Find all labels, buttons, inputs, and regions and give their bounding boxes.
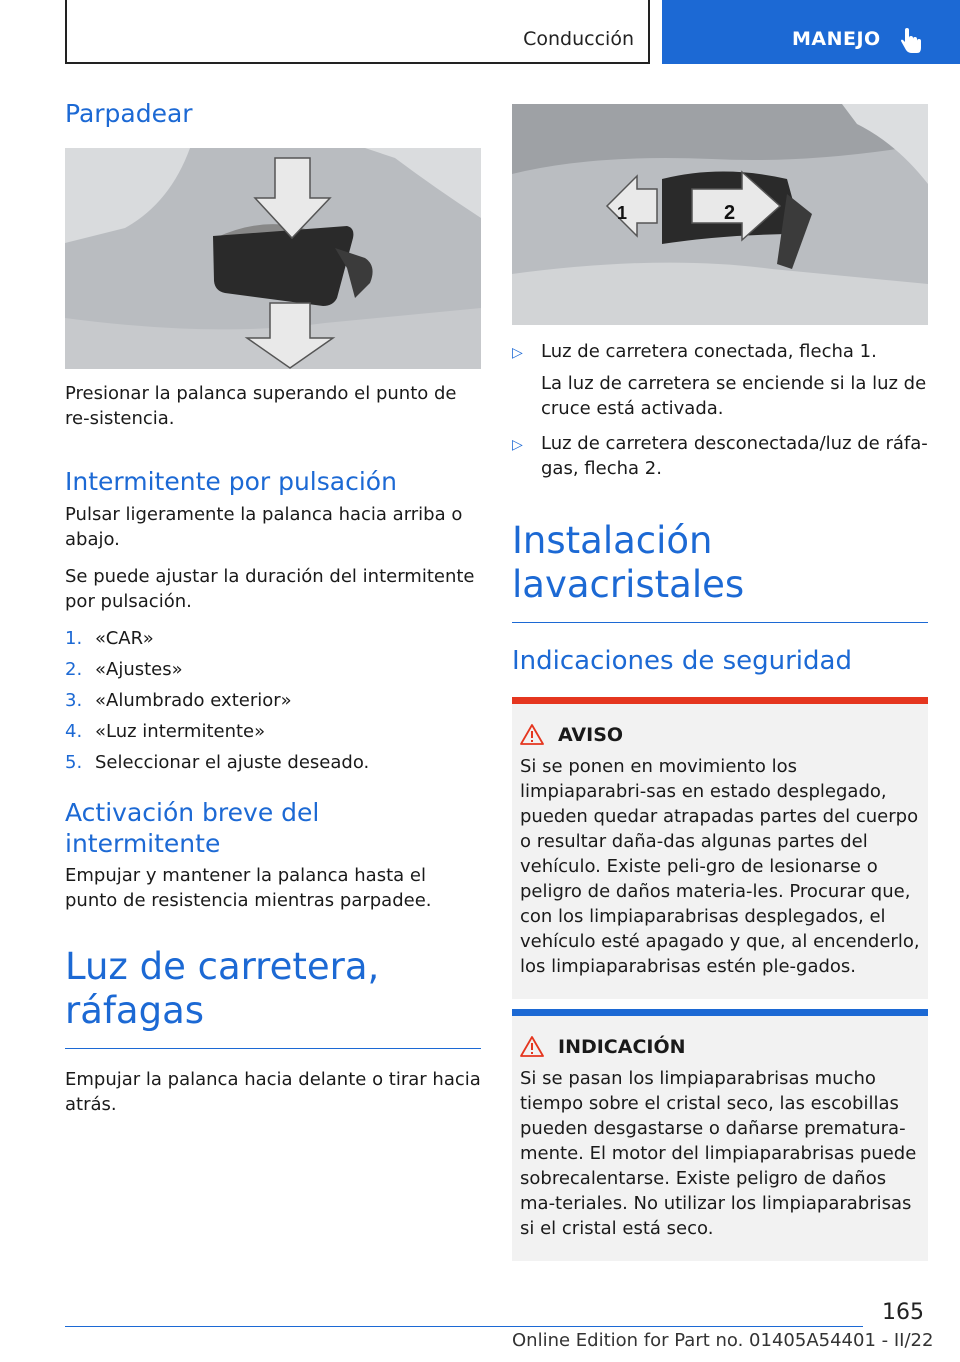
notice-bar [512,1009,928,1016]
step-number: 2. [65,658,83,680]
chapter-tab-label: MANEJO [792,28,881,50]
warning-triangle-icon [520,1036,544,1057]
lever-illustration [65,148,481,369]
notice-text: Si se pasan los limpiaparabrisas mucho tiempo sobre el cristal seco, las escobillas pueden desgastarse o dañarse prematura-mente. El motor del limpiaparabrisas puede sobrecalentarse. Existe peligro de daños ma-teriales. No utilizar los limpiaparabrisas si el cristal está seco. [520,1067,917,1239]
notice-text: Si se ponen en movimiento los limpiaparabri-sas en estado desplegado, pueden quedar atrapadas partes del cuerpo o resultar daña-das algunas partes del vehículo. Existe peli-gro de lesionarse o peligro de daños materia-les. Procurar que, con los limpiaparabrisas desplegados, el vehículo esté apagado y que, al encenderlo, los limpiaparabrisas estén ple-gados. [520,755,920,977]
list-item [65,657,481,682]
bullet-text: Luz de carretera conectada, flecha 1. [541,341,877,362]
heading-activacion: Activación breve del intermitente [65,797,320,858]
step-text: «Ajustes» [95,658,183,680]
hand-pointer-icon [900,28,924,54]
triangle-bullet-icon: ▷ [512,437,523,453]
arrow-label-1: 1 [617,203,628,223]
chapter-tab[interactable] [662,0,960,64]
triangle-bullet-icon: ▷ [512,345,523,361]
step-text: «CAR» [95,627,154,649]
bullet-text: Luz de carretera desconectada/luz de ráfa-gas, flecha 2. [541,433,928,479]
list-item [65,719,481,744]
heading-seguridad: Indicaciones de seguridad [512,646,852,677]
step-text: Seleccionar el ajuste deseado. [95,751,370,773]
section-title: Conducción [523,28,634,50]
aviso-notice [512,697,928,999]
step-number: 5. [65,751,83,773]
step-number: 3. [65,689,83,711]
right-column [512,104,928,1261]
list-item [512,339,928,421]
warning-triangle-icon [520,724,544,745]
list-item [65,750,481,775]
heading-rule [512,622,928,624]
list-item [65,626,481,651]
heading-instalacion: Instalación lavacristales [512,519,745,607]
indicacion-notice [512,1009,928,1261]
luz-carretera-text: Empujar la palanca hacia delante o tirar hacia atrás. [65,1069,481,1116]
step-text: «Luz intermitente» [95,720,266,742]
edition-text: Online Edition for Part no. 01405A54401 - II/22 [512,1330,934,1351]
notice-bar [512,697,928,704]
list-item [512,431,928,481]
lever-illustration [512,104,928,325]
step-text: «Alumbrado exterior» [95,689,292,711]
arrow-label-2: 2 [724,202,736,224]
parpadear-text: Presionar la palanca superando el punto de re-sistencia. [65,383,457,430]
high-beam-list [512,339,928,481]
bullet-subtext: La luz de carretera se enciende si la luz de cruce está activada. [541,373,927,419]
heading-luz-carretera: Luz de carretera, ráfagas [65,945,380,1033]
intermitente-text-2: Se puede ajustar la duración del intermitente por pulsación. [65,565,475,612]
step-number: 1. [65,627,83,649]
page-number: 165 [882,1300,924,1325]
lever-up-down-photo [65,148,481,369]
notice-title: AVISO [558,723,624,746]
header-section-box [65,0,650,64]
lever-forward-back-photo [512,104,928,325]
intermitente-text-1: Pulsar ligeramente la palanca hacia arriba o abajo. [65,503,463,550]
heading-rule [65,1048,481,1050]
step-number: 4. [65,720,83,742]
list-item [65,688,481,713]
settings-steps-list [65,626,481,775]
notice-title: INDICACIÓN [558,1035,686,1058]
heading-parpadear: Parpadear [65,99,193,128]
left-column [65,98,481,1117]
activacion-text: Empujar y mantener la palanca hasta el punto de resistencia mientras parpadee. [65,865,432,911]
heading-intermitente: Intermitente por pulsación [65,467,397,497]
footer-rule [65,1326,863,1327]
